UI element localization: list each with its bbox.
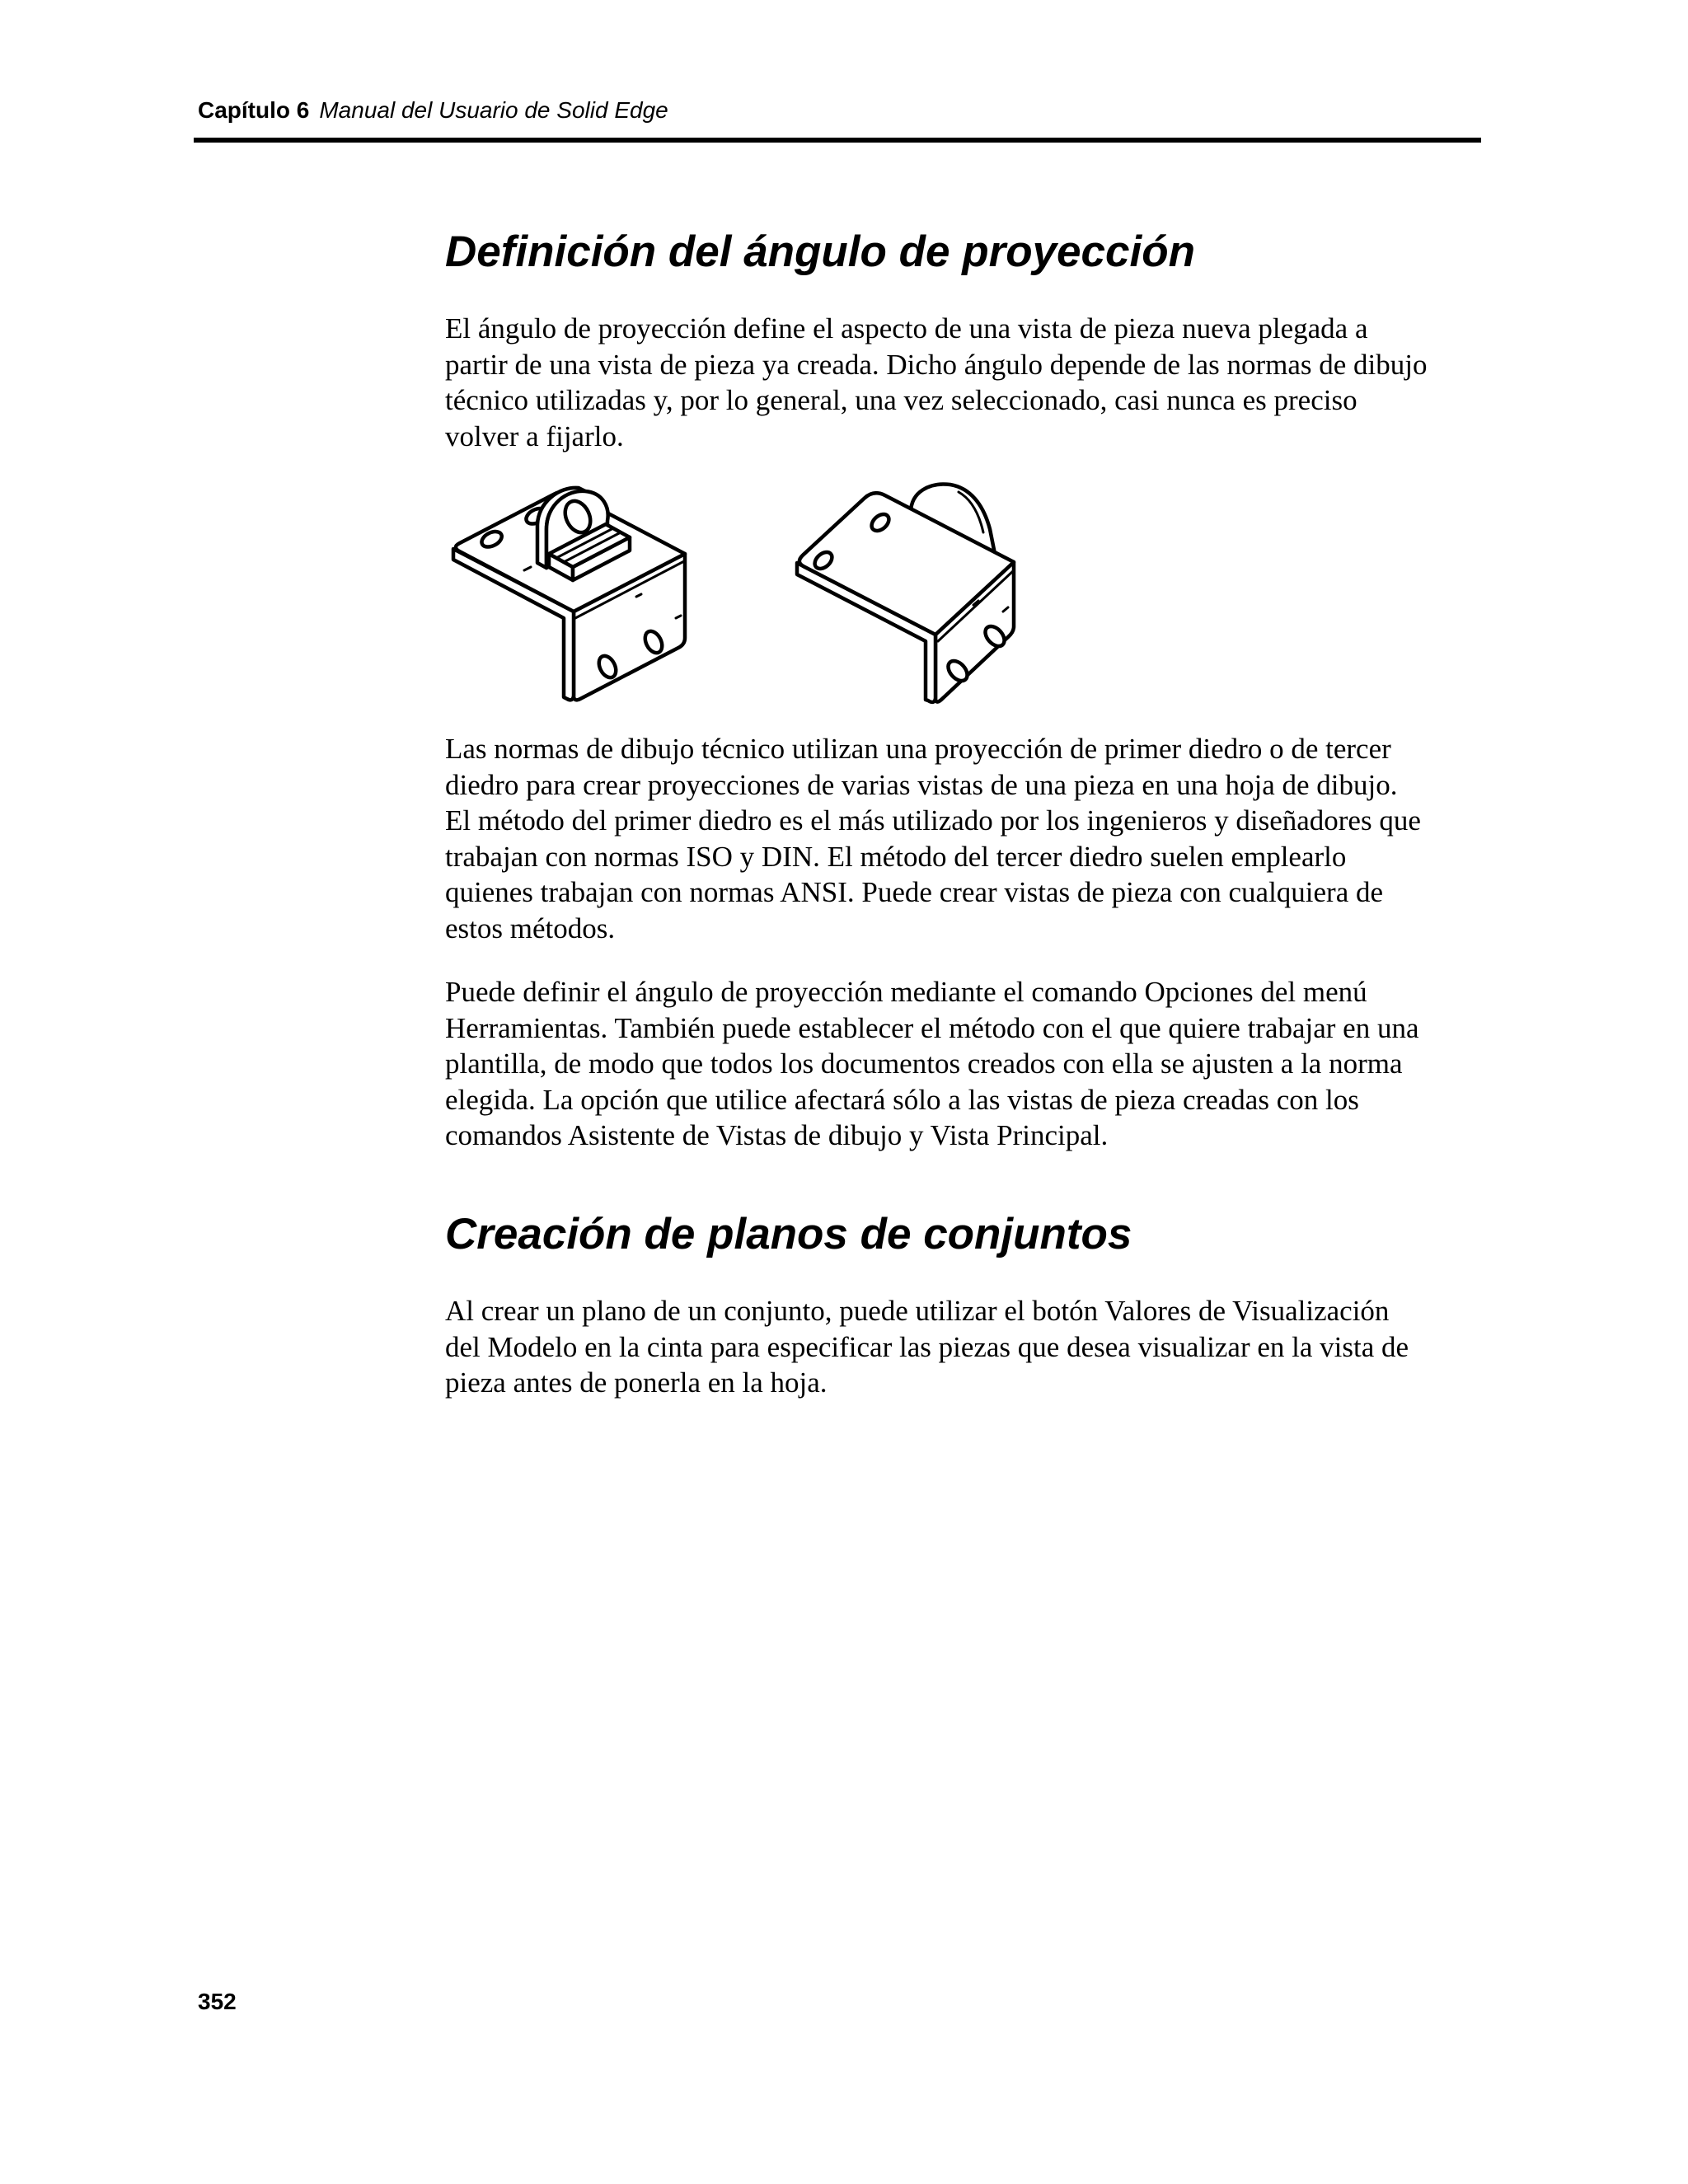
paragraph [445, 1293, 1409, 1401]
running-head [198, 96, 668, 124]
text-line: volver a fijarlo. [445, 419, 624, 452]
paragraph [445, 731, 1421, 946]
section-heading: Definición del ángulo de proyección [445, 227, 1195, 276]
paragraph [445, 311, 1428, 454]
text-line: partir de una vista de pieza ya creada. Dicho ángulo depende de las normas de dibujo [445, 348, 1428, 381]
text-line: Las normas de dibujo técnico utilizan una proyección de primer diedro o de tercer [445, 733, 1391, 765]
section-heading: Creación de planos de conjuntos [445, 1210, 1132, 1258]
text-line: técnico utilizadas y, por lo general, una vez seleccionado, casi nunca es preciso [445, 384, 1357, 416]
book-title: Manual del Usuario de Solid Edge [319, 97, 668, 123]
text-line: Herramientas. También puede establecer el método con el que quiere trabajar en una [445, 1011, 1419, 1044]
text-line: diedro para crear proyecciones de varias vistas de una pieza en una hoja de dibujo. [445, 768, 1398, 801]
text-line: Puede definir el ángulo de proyección mediante el comando Opciones del menú [445, 976, 1367, 1008]
text-line: del Modelo en la cinta para especificar las piezas que desea visualizar en la vista de [445, 1330, 1409, 1363]
bracket-illustration-second [787, 480, 1049, 712]
chapter-label: Capítulo 6 [198, 97, 310, 123]
text-line: El ángulo de proyección define el aspecto de una vista de pieza nueva plegada a [445, 312, 1368, 344]
text-line: elegida. La opción que utilice afectará sólo a las vistas de pieza creadas con los [445, 1083, 1359, 1116]
page-number: 352 [198, 1989, 237, 2014]
text-line: quienes trabajan con normas ANSI. Puede crear vistas de pieza con cualquiera de [445, 876, 1384, 908]
paragraph [445, 974, 1419, 1154]
text-line: estos métodos. [445, 912, 616, 944]
text-line: trabajan con normas ISO y DIN. El método del tercer diedro suelen emplearlo [445, 840, 1347, 873]
header-rule [194, 138, 1481, 143]
text-line: El método del primer diedro es el más utilizado por los ingenieros y diseñadores que [445, 804, 1421, 837]
text-line: plantilla, de modo que todos los documentos creados con ella se ajusten a la norma [445, 1047, 1403, 1080]
text-line: Al crear un plano de un conjunto, puede utilizar el botón Valores de Visualización [445, 1295, 1390, 1327]
text-line: comandos Asistente de Vistas de dibujo y Vista Principal. [445, 1119, 1109, 1151]
bracket-illustration-first [443, 480, 706, 712]
text-line: pieza antes de ponerla en la hoja. [445, 1366, 828, 1399]
